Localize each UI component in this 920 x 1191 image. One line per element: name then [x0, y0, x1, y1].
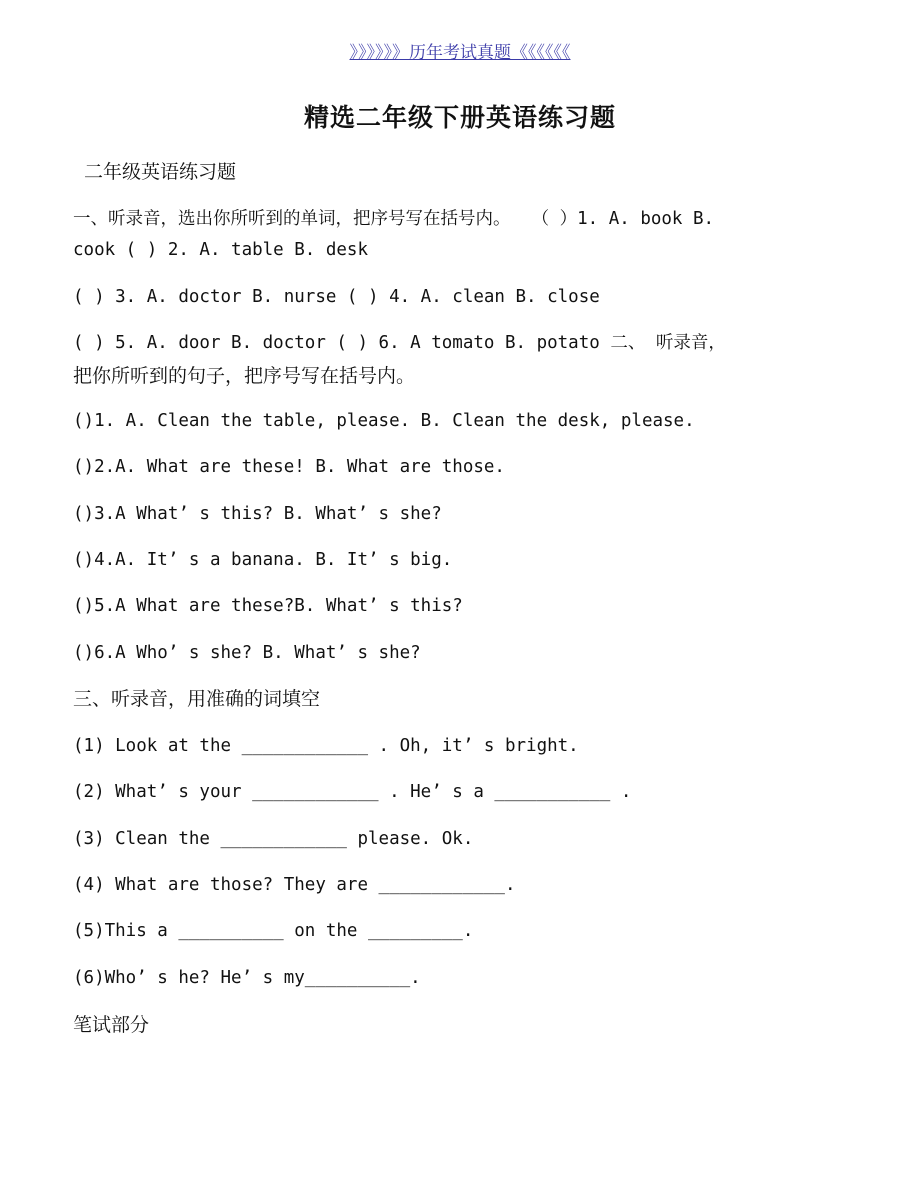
fill-blank-line: (6)Who’ s he? He’ s my__________.: [73, 968, 421, 988]
fill-blank-line: (2) What’ s your ____________ . He’ s a ___________ .: [73, 782, 632, 802]
question-line: ()1. A. Clean the table, please. B. Clean the desk, please.: [73, 411, 695, 431]
fill-blank-line: (3) Clean the ____________ please. Ok.: [73, 829, 474, 849]
question-line: ()5.A What are these?B. What’ s this?: [73, 596, 463, 616]
question-line: ()4.A. It’ s a banana. B. It’ s big.: [73, 550, 453, 570]
section-1-instruction: 一、听录音，选出你所听到的单词，把序号写在括号内。 （ ）1. A. book B.: [73, 209, 715, 229]
header-exam-link[interactable]: 》》》》》》历年考试真题《《《《《《: [349, 43, 571, 63]
document-title: 精选二年级下册英语练习题: [303, 103, 616, 132]
document-subtitle: 二年级英语练习题: [84, 161, 237, 183]
question-line: ( ) 5. A. door B. doctor ( ) 6. A tomato B. potato 二、 听录音，: [73, 333, 726, 353]
question-line: ( ) 3. A. doctor B. nurse ( ) 4. A. clean B. close: [73, 287, 600, 307]
fill-blank-line: (1) Look at the ____________ . Oh, it’ s bright.: [73, 736, 579, 756]
written-section-heading: 笔试部分: [73, 1014, 150, 1036]
section-2-instruction: 把你所听到的句子，把序号写在括号内。: [73, 365, 416, 387]
fill-blank-line: (4) What are those? They are ____________.: [73, 875, 516, 895]
question-line: ()3.A What’ s this? B. What’ s she?: [73, 504, 442, 524]
section-3-heading: 三、听录音，用准确的词填空: [73, 688, 321, 710]
question-line: ()6.A Who’ s she? B. What’ s she?: [73, 643, 421, 663]
fill-blank-line: (5)This a __________ on the _________.: [73, 921, 474, 941]
question-line: ()2.A. What are these! B. What are those.: [73, 457, 505, 477]
question-line: cook ( ) 2. A. table B. desk: [73, 240, 369, 260]
